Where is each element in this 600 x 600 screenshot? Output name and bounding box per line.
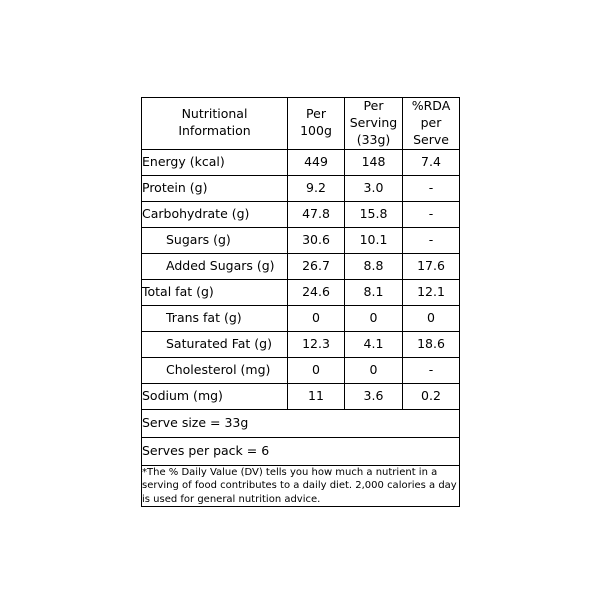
value-per-serving: 4.1 — [345, 331, 403, 357]
table-row — [142, 383, 460, 409]
table-row — [142, 201, 460, 227]
value-rda: 0.2 — [403, 383, 460, 409]
nutrient-label: Sugars (g) — [142, 227, 288, 253]
footnote-row — [142, 465, 460, 507]
value-per-serving: 3.6 — [345, 383, 403, 409]
daily-value-footnote: *The % Daily Value (DV) tells you how much a nutrient in a serving of food contributes to a daily diet. 2,000 calories a day is used for general nutrition advice. — [142, 465, 460, 507]
header-line: Serve — [413, 131, 449, 147]
header-line: Information — [178, 123, 251, 139]
nutrition-table — [141, 97, 460, 507]
nutrition-facts-panel — [141, 97, 459, 507]
value-per-100g: 11 — [288, 383, 345, 409]
value-rda: 17.6 — [403, 253, 460, 279]
table-row — [142, 149, 460, 175]
nutrient-label: Protein (g) — [142, 175, 288, 201]
value-per-serving: 15.8 — [345, 201, 403, 227]
nutrient-label: Total fat (g) — [142, 279, 288, 305]
value-per-serving: 0 — [345, 305, 403, 331]
header-row — [142, 98, 460, 150]
header-line: Serving — [349, 114, 398, 130]
serves-per-pack-text: Serves per pack = 6 — [142, 437, 460, 465]
value-rda: - — [403, 175, 460, 201]
header-line: Per — [306, 106, 326, 122]
value-rda: - — [403, 201, 460, 227]
header-line: Per — [363, 98, 384, 113]
table-row — [142, 227, 460, 253]
table-row — [142, 357, 460, 383]
value-per-serving: 3.0 — [345, 175, 403, 201]
column-header-per-serving — [345, 98, 403, 150]
column-header-per-100g — [288, 98, 345, 150]
value-per-100g: 0 — [288, 357, 345, 383]
nutrient-label: Cholesterol (mg) — [142, 357, 288, 383]
nutrient-label: Saturated Fat (g) — [142, 331, 288, 357]
value-per-100g: 26.7 — [288, 253, 345, 279]
value-rda: 18.6 — [403, 331, 460, 357]
nutrient-label: Sodium (mg) — [142, 383, 288, 409]
header-line: (33g) — [356, 131, 391, 147]
value-per-100g: 12.3 — [288, 331, 345, 357]
value-rda: 0 — [403, 305, 460, 331]
value-per-100g: 30.6 — [288, 227, 345, 253]
nutrient-label: Carbohydrate (g) — [142, 201, 288, 227]
table-row — [142, 331, 460, 357]
header-line: 100g — [300, 123, 332, 139]
nutrient-label: Trans fat (g) — [142, 305, 288, 331]
table-row — [142, 175, 460, 201]
table-header — [142, 98, 460, 150]
value-per-100g: 9.2 — [288, 175, 345, 201]
header-line: %RDA — [411, 98, 451, 113]
value-per-100g: 0 — [288, 305, 345, 331]
value-per-serving: 148 — [345, 149, 403, 175]
table-row — [142, 279, 460, 305]
value-per-100g: 24.6 — [288, 279, 345, 305]
value-per-serving: 8.1 — [345, 279, 403, 305]
value-rda: 7.4 — [403, 149, 460, 175]
value-rda: - — [403, 357, 460, 383]
value-per-serving: 8.8 — [345, 253, 403, 279]
column-header-nutritional-information — [142, 98, 288, 150]
table-body — [142, 149, 460, 507]
value-rda: - — [403, 227, 460, 253]
value-rda: 12.1 — [403, 279, 460, 305]
serve-size-text: Serve size = 33g — [142, 409, 460, 437]
value-per-serving: 10.1 — [345, 227, 403, 253]
nutrient-label: Energy (kcal) — [142, 149, 288, 175]
column-header-rda-per-serve — [403, 98, 460, 150]
nutrient-label: Added Sugars (g) — [142, 253, 288, 279]
value-per-100g: 449 — [288, 149, 345, 175]
table-row — [142, 305, 460, 331]
value-per-serving: 0 — [345, 357, 403, 383]
table-row — [142, 253, 460, 279]
value-per-100g: 47.8 — [288, 201, 345, 227]
header-line: Nutritional — [181, 106, 248, 122]
serves-per-pack-row — [142, 437, 460, 465]
serve-size-row — [142, 409, 460, 437]
header-line: per — [420, 114, 442, 130]
